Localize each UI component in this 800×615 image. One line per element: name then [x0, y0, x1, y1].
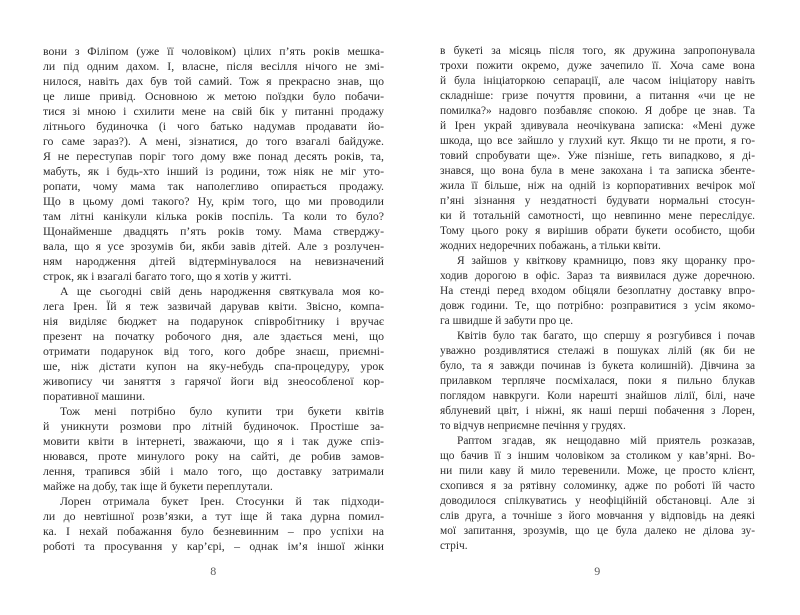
- text-line: ням народження дітей відтермінувалося на невизначений: [43, 254, 384, 268]
- page-left-text-block: [43, 44, 384, 554]
- text-line: в букеті за місяць після того, як дружина запропонувала: [440, 45, 755, 57]
- text-line: там літні канікули кілька років поспіль. Та коли то було?: [43, 209, 384, 223]
- text-line: знався, що вона була в мене закохана і та записка збенте-: [440, 165, 755, 177]
- text-line: Я не переступав поріг того дому вже понад десять років, та,: [43, 149, 384, 163]
- text-line: ли до невтішної розв’язки, а тут іще й така дурна помил-: [43, 509, 384, 523]
- text-line: поративної машини.: [43, 389, 146, 403]
- text-line: яблуневий цвіт, і ніжні, як наші перші побачення з Лорен,: [440, 405, 755, 417]
- text-line: шкода, що все зайшло у глухий кут. Якщо ти не проти, я го-: [440, 135, 755, 147]
- text-line: доводилося спілкуватись у неофіційній обстановці. Але зі: [440, 495, 755, 507]
- text-line: мовити квіти в інтернеті, зважаючи, що я і так дуже спіз-: [43, 434, 384, 448]
- text-line: Квітів було так багато, що спершу я розгубився і почав: [457, 330, 755, 342]
- text-line: лега Ірен. Їй я теж зазвичай дарував квіти. Звісно, компа-: [43, 299, 384, 313]
- text-line: схопився я за рятівну соломинку, адже по роботі їй часто: [440, 480, 755, 492]
- text-line: роботі та просування у кар’єрі, – однак ім’я іншої жінки: [43, 539, 384, 553]
- text-line: товий спробувати ще». Уже пізніше, геть випадково, я ді-: [440, 150, 755, 162]
- text-line: Раптом згадав, як нещодавно мій приятель розказав,: [457, 435, 755, 447]
- text-line: ни пили каву й мило теревенили. Може, це просто клієнт,: [440, 465, 755, 477]
- text-line: ли під одним дахом. І, власне, після весілля нічого не змі-: [43, 59, 384, 73]
- text-line: трохи пожити окремо, дуже зачепило її. Хоча саме вона: [440, 60, 755, 72]
- text-line: це лише привід. Основною ж метою поїздки було побачи-: [43, 89, 384, 103]
- page-right-text-block: [440, 44, 755, 554]
- text-line: вони з Філіпом (уже її чоловіком) цілих п’ять років мешка-: [43, 44, 384, 58]
- text-line: було, та я завжди починав із букета колишній). Дівчина за: [440, 360, 755, 372]
- text-line: прилавком терпляче посміхалася, поки я пильно блукав: [440, 375, 755, 387]
- text-line: Лорен отримала букет Ірен. Стосунки й так підходи-: [60, 494, 384, 508]
- text-line: то відчув неприємне печіння у грудях.: [440, 420, 626, 432]
- text-line: помилка?» надовго позбавляє спокою. Я добре це знав. Та: [440, 105, 755, 117]
- text-line: го саме зараз?). А мені, зізнатися, до того взагалі байдуже.: [43, 134, 384, 148]
- text-line: ки й тотальній самотності, що невпинно мене переслідує.: [440, 210, 755, 222]
- text-line: Що в цьому домі такого? Ну, крім того, що ми проводили: [43, 194, 384, 208]
- text-line: й уникнути розмови про літній будиночок. Простіше за-: [43, 419, 384, 433]
- page-right: [440, 44, 755, 579]
- text-line: отримати подарунок від того, кого добре знаєш, приємні-: [43, 344, 384, 358]
- text-line: Тому цього року я вирішив обрати букети особисто, щоби: [440, 225, 755, 237]
- page-number-left: 8: [210, 564, 217, 578]
- text-line: й була ініціаторкою сепарації, але часом ініціатору навіть: [440, 75, 755, 87]
- text-line: живопису чи заняття з гарячої йоги від знеособленої кор-: [43, 374, 384, 388]
- text-line: довж години. Те, що потрібно: розправитися з усім якомо-: [440, 300, 755, 312]
- text-line: А ще сьогодні свій день народження святкувала моя ко-: [60, 284, 384, 298]
- text-line: презент на початку робочого дня, але здається мені, що: [43, 329, 384, 343]
- text-line: ка. І нехай побажання було безневинним – про успіхи на: [43, 524, 384, 538]
- text-line: слів друга, а точніше з його мовчання у відповідь на деякі: [440, 510, 755, 522]
- text-line: уважно роздивлятися стелажі в пошуках лілій (як би не: [440, 345, 755, 357]
- text-line: жодних недоречних побажань, а тільки квіти.: [440, 240, 661, 252]
- text-line: нилося, навіть дах був той самий. Тож я прекрасно знав, що: [43, 74, 384, 88]
- text-line: Я зайшов у квіткову крамницю, повз яку щоранку про-: [457, 255, 755, 267]
- text-line: Щонайменше двадцять п’ять років тому. Мама стверджу-: [43, 224, 384, 238]
- text-line: що бачив її з іншим чоловіком за столиком у кав’ярні. Во-: [440, 450, 755, 462]
- text-line: строк, як і взагалі багато того, що я хотів у житті.: [43, 269, 292, 283]
- text-line: тися зі мною і схилити мене на свій бік у питанні продажу: [43, 104, 384, 118]
- text-line: стріч.: [440, 540, 468, 552]
- page-left: [43, 44, 384, 579]
- text-line: мабуть, як і будь-хто інший із родини, тож ніяк не міг уто-: [43, 164, 384, 178]
- text-line: мої запитання, зрозумів, що це була далеко не ділова зу-: [440, 525, 755, 537]
- text-line: майже на добу, так іще й букети переплутали.: [43, 479, 273, 493]
- text-line: вала, що я усе зрозумів би, якби завів дітей. Але з розлучен-: [43, 239, 384, 253]
- text-line: складніше: гризе почуття провини, а питання «чи це не: [440, 90, 755, 102]
- text-line: ропати, чому мама так наполегливо опирається продажу.: [43, 179, 384, 193]
- text-line: нія виділяє бюджет на подарунок співробітнику і вручає: [43, 314, 384, 328]
- text-line: га швидше й забути про це.: [440, 315, 574, 327]
- text-line: поглядом навкруги. Коли нарешті знайшов лілії, білі, наче: [440, 390, 755, 402]
- text-line: жила її більше, ніж на одній із корпоративних вечірок мої: [440, 180, 755, 192]
- text-line: ше, ніж дістати купон на яку-небудь спа-процедуру, урок: [43, 359, 384, 373]
- text-line: лення, трапився збій і мало того, що доставку затримали: [43, 464, 384, 478]
- text-line: літнього будиночка (і чого батько надумав продавати йо-: [43, 119, 384, 133]
- text-line: й Ірен украй здивувала неочікувана записка: «Мені дуже: [440, 120, 755, 132]
- text-line: нювався, проте минулого року на сайті, де робив замов-: [43, 449, 384, 463]
- text-line: ходив дорогою в офіс. Зараз та виявилася дуже доречною.: [440, 270, 755, 282]
- text-line: п’яні зізнання у нездатності будувати нормальні стосун-: [440, 195, 755, 207]
- text-line: На стенді перед входом обіцяли безоплатну доставку впро-: [440, 285, 755, 297]
- text-line: Тож мені потрібно було купити три букети квітів: [60, 404, 384, 418]
- page-number-right: 9: [594, 564, 601, 578]
